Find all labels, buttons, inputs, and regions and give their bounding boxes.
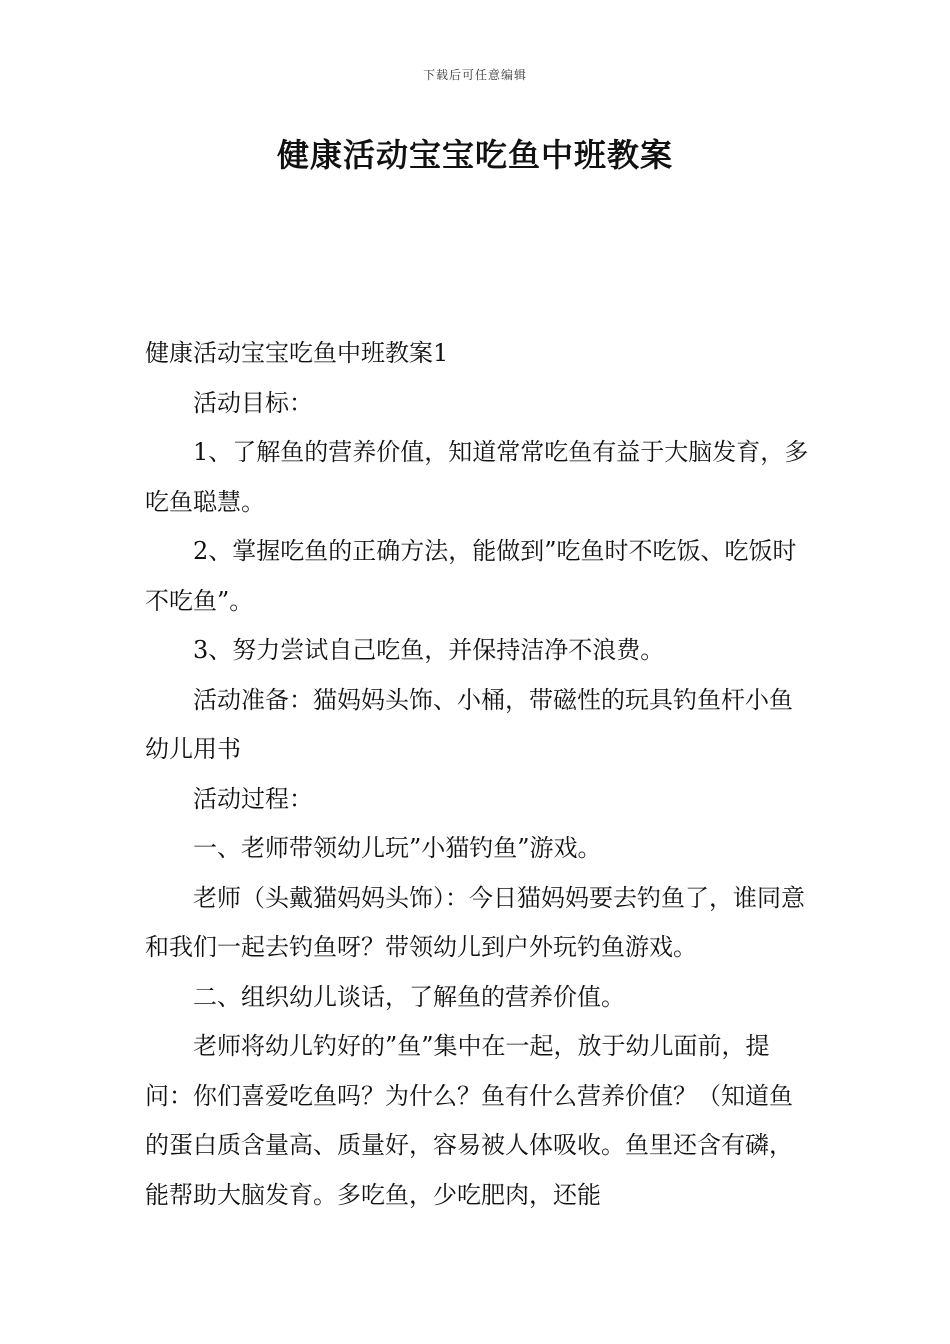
paragraph-objective-1: 1、了解鱼的营养价值，知道常常吃鱼有益于大脑发育，多吃鱼聪慧。: [145, 438, 809, 516]
document-title: 健康活动宝宝吃鱼中班教案: [276, 136, 673, 174]
paragraph-process-label: 活动过程：: [193, 784, 313, 813]
paragraph-objectives-label: 活动目标：: [193, 388, 313, 417]
paragraph-objective-2: 2、掌握吃鱼的正确方法，能做到”吃鱼时不吃饭、吃饭时不吃鱼”。: [145, 537, 797, 615]
document-body: [145, 329, 815, 1220]
page-header-note: 下载后可任意编辑: [422, 68, 527, 82]
paragraph-teacher-dialogue: 老师（头戴猫妈妈头饰）：今日猫妈妈要去钓鱼了，谁同意和我们一起去钓鱼呀？带领幼儿到户外玩钓鱼游戏。: [145, 883, 805, 961]
paragraph-step-1: 一、老师带领幼儿玩”小猫钓鱼”游戏。: [193, 834, 602, 862]
paragraph-nutrition-discussion: 老师将幼儿钓好的”鱼”集中在一起，放于幼儿面前，提问：你们喜爱吃鱼吗？为什么？鱼有什么营养价值？（知道鱼的蛋白质含量高、质量好，容易被人体吸收。鱼里还含有磷，能帮助大脑发育。多吃鱼，少吃肥肉，还能: [145, 1032, 793, 1209]
paragraph-preparation: 活动准备：猫妈妈头饰、小桶，带磁性的玩具钓鱼杆小鱼幼儿用书: [145, 685, 793, 763]
paragraph-objective-3: 3、努力尝试自己吃鱼，并保持洁净不浪费。: [193, 636, 665, 664]
section-heading: 健康活动宝宝吃鱼中班教案1: [145, 339, 449, 367]
paragraph-step-2: 二、组织幼儿谈话，了解鱼的营养价值。: [193, 982, 625, 1011]
